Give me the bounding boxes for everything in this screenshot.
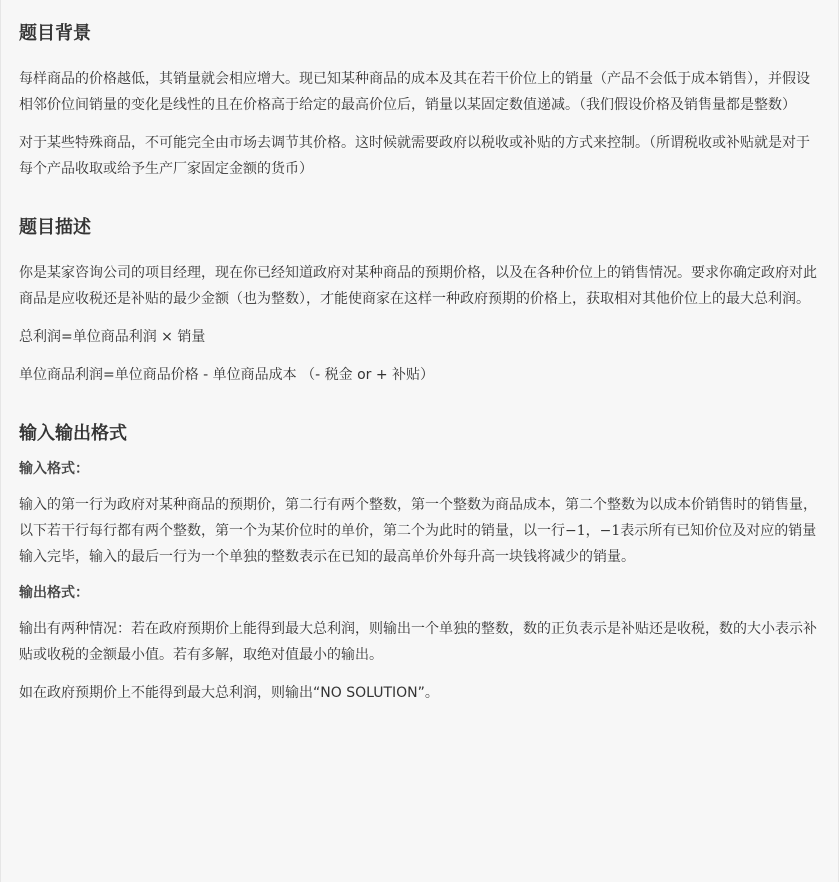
input-math-minus-one-a: −1 bbox=[565, 523, 586, 539]
output-format-paragraph-1: 输出有两种情况：若在政府预期价上能得到最大总利润，则输出一个单独的整数，数的正负表示是补贴还是收税，数的大小表示补贴或收税的金额最小值。若有多解，取绝对值最小的输出。 bbox=[19, 621, 817, 663]
profit-formula-unit: 单位商品利润=单位商品价格 - 单位商品成本 （- 税金 or + 补贴） bbox=[19, 367, 435, 383]
input-format-title: 输入格式： bbox=[19, 461, 89, 477]
input-math-minus-one-b: −1 bbox=[599, 523, 621, 539]
description-paragraph: 你是某家咨询公司的项目经理，现在你已经知道政府对某种商品的预期价格，以及在各种价位上的销售情况。要求你确定政府对此商品是应收税还是补贴的最少金额（也为整数），才能使商家在这样一种政府预期的价格上，获取相对其他价位上的最大总利润。 bbox=[19, 265, 817, 307]
output-format-paragraph-2: 如在政府预期价上不能得到最大总利润，则输出“NO SOLUTION”。 bbox=[19, 685, 439, 701]
description-title: 题目描述 bbox=[19, 217, 91, 238]
input-text-separator: ， bbox=[585, 523, 600, 539]
input-text-part1: 输入的第一行为政府对某种商品的预期价，第二行有两个整数，第一个整数为商品成本，第二个整数为以成本价销售时的销售量，以下若干行每行都有两个整数，第一个为某价位时的单价，第二个为此时的销量，以一行 bbox=[19, 497, 817, 539]
background-title: 题目背景 bbox=[19, 23, 91, 44]
output-format-title: 输出格式： bbox=[19, 585, 89, 601]
profit-formula-total: 总利润=单位商品利润 × 销量 bbox=[19, 329, 206, 345]
background-paragraph-1: 每样商品的价格越低，其销量就会相应增大。现已知某种商品的成本及其在若干价位上的销量（产品不会低于成本销售），并假设相邻价位间销量的变化是线性的且在价格高于给定的最高价位后，销量以某固定数值递减。（我们假设价格及销售量都是整数） bbox=[19, 71, 810, 113]
input-format-paragraph bbox=[19, 492, 820, 570]
input-text-part2: 表示所有已知价位及对应的销量输入完毕，输入的最后一行为一个单独的整数表示在已知的最高单价外每升高一块钱将减少的销量。 bbox=[19, 523, 817, 565]
background-paragraph-2: 对于某些特殊商品，不可能完全由市场去调节其价格。这时候就需要政府以税收或补贴的方式来控制。（所谓税收或补贴就是对于每个产品收取或给予生产厂家固定金额的货币） bbox=[19, 135, 810, 177]
io-format-title: 输入输出格式 bbox=[19, 423, 127, 444]
